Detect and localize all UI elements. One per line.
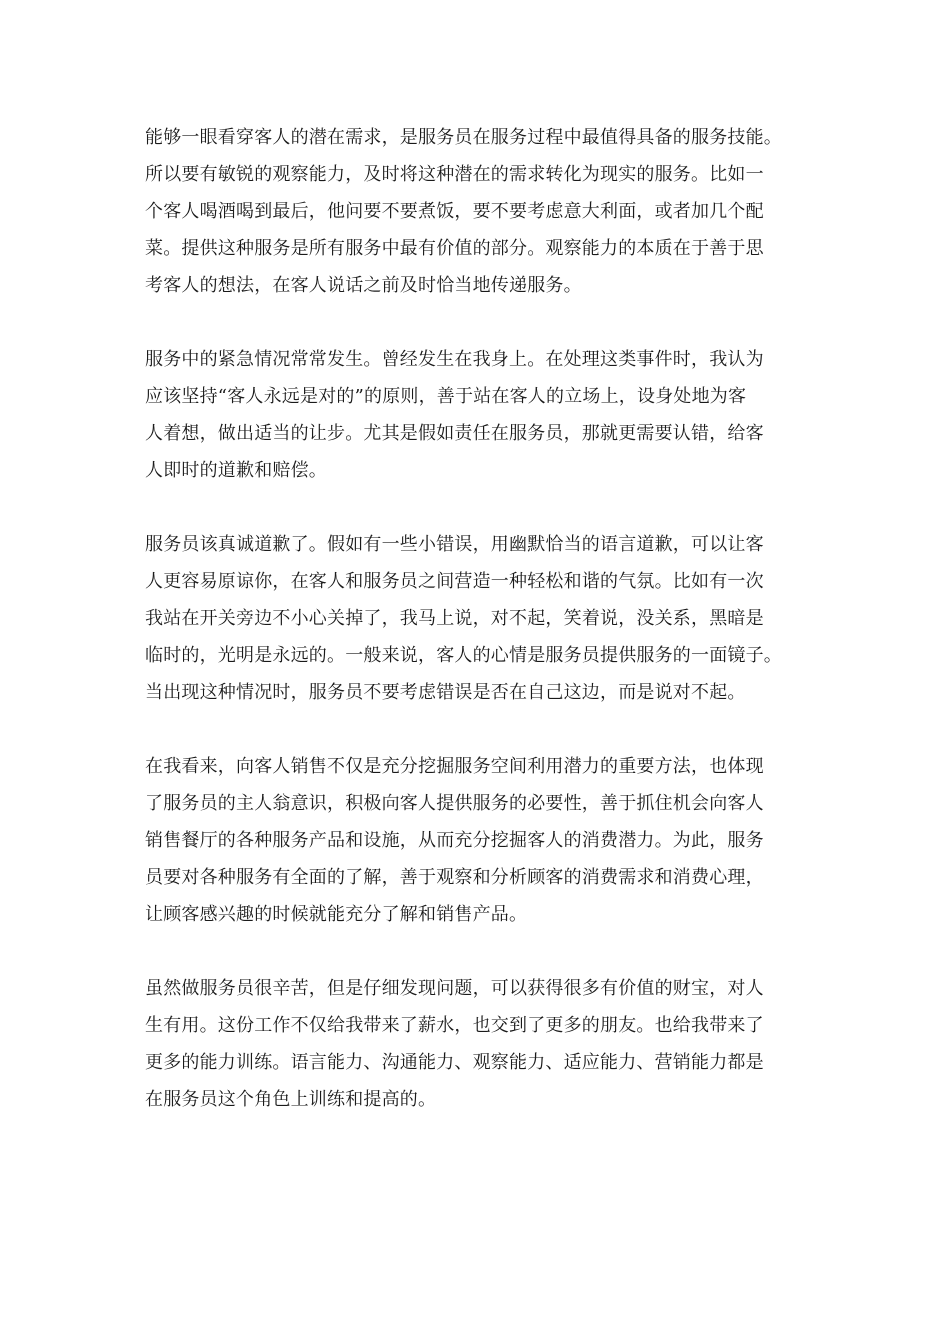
paragraph-line: 员要对各种服务有全面的了解，善于观察和分析顾客的消费需求和消费心理，: [145, 867, 764, 888]
paragraph-line: 临时的，光明是永远的。一般来说，客人的心情是服务员提供服务的一面镜子。: [145, 645, 782, 666]
paragraph-line: 人着想，做出适当的让步。尤其是假如责任在服务员，那就更需要认错，给客: [145, 423, 764, 444]
paragraph-line: 我站在开关旁边不小心关掉了，我马上说，对不起，笑着说，没关系，黑暗是: [145, 608, 764, 629]
paragraph-line: 服务员该真诚道歉了。假如有一些小错误，用幽默恰当的语言道歉，可以让客: [145, 534, 764, 555]
paragraph-1: [145, 119, 810, 304]
paragraph-line: 应该坚持“客人永远是对的”的原则，善于站在客人的立场上，设身处地为客: [145, 386, 747, 407]
paragraph-line: 当出现这种情况时，服务员不要考虑错误是否在自己这边，而是说对不起。: [145, 682, 746, 703]
paragraph-line: 虽然做服务员很辛苦，但是仔细发现问题，可以获得很多有价值的财宝，对人: [145, 978, 764, 999]
paragraph-line: 菜。提供这种服务是所有服务中最有价值的部分。观察能力的本质在于善于思: [145, 238, 764, 259]
paragraph-4: [145, 748, 810, 933]
paragraph-line: 让顾客感兴趣的时候就能充分了解和销售产品。: [145, 904, 528, 925]
paragraph-3: [145, 526, 810, 711]
paragraph-line: 个客人喝酒喝到最后，他问要不要煮饭，要不要考虑意大利面，或者加几个配: [145, 201, 764, 222]
paragraph-line: 更多的能力训练。语言能力、沟通能力、观察能力、适应能力、营销能力都是: [145, 1052, 764, 1073]
paragraph-line: 人即时的道歉和赔偿。: [145, 460, 327, 481]
paragraph-line: 所以要有敏锐的观察能力，及时将这种潜在的需求转化为现实的服务。比如一: [145, 164, 764, 185]
paragraph-5: [145, 970, 810, 1118]
paragraph-line: 服务中的紧急情况常常发生。曾经发生在我身上。在处理这类事件时，我认为: [145, 349, 764, 370]
paragraph-line: 考客人的想法，在客人说话之前及时恰当地传递服务。: [145, 275, 582, 296]
document-body: [145, 119, 810, 1155]
paragraph-line: 在我看来，向客人销售不仅是充分挖掘服务空间利用潜力的重要方法，也体现: [145, 756, 764, 777]
paragraph-line: 人更容易原谅你，在客人和服务员之间营造一种轻松和谐的气氛。比如有一次: [145, 571, 764, 592]
paragraph-line: 能够一眼看穿客人的潜在需求，是服务员在服务过程中最值得具备的服务技能。: [145, 127, 782, 148]
paragraph-line: 销售餐厅的各种服务产品和设施，从而充分挖掘客人的消费潜力。为此，服务: [145, 830, 764, 851]
paragraph-line: 了服务员的主人翁意识，积极向客人提供服务的必要性，善于抓住机会向客人: [145, 793, 764, 814]
paragraph-2: [145, 341, 810, 489]
paragraph-line: 在服务员这个角色上训练和提高的。: [145, 1089, 437, 1110]
paragraph-line: 生有用。这份工作不仅给我带来了薪水，也交到了更多的朋友。也给我带来了: [145, 1015, 764, 1036]
